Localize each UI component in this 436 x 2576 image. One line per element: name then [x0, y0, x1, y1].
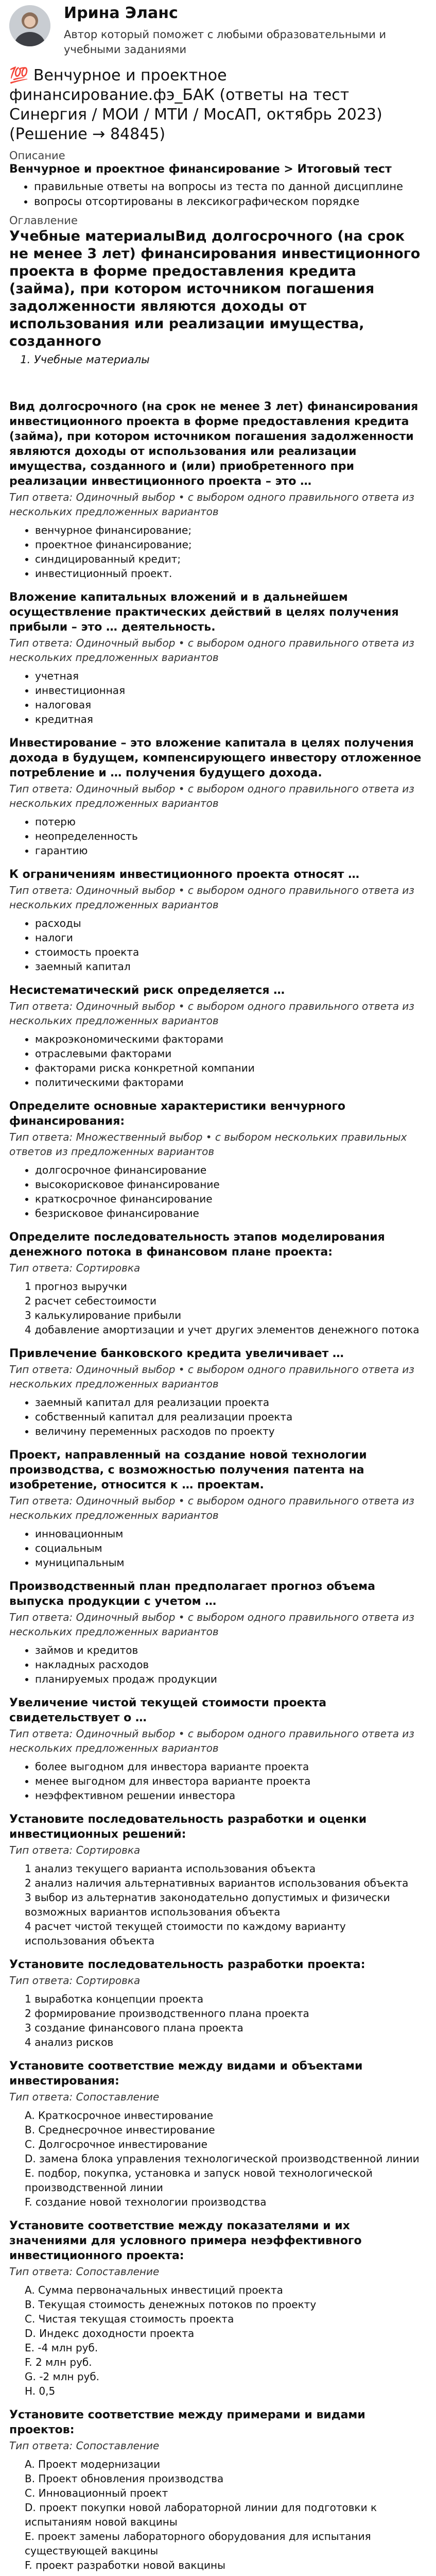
- question-block: [9, 1346, 425, 1438]
- answer-type: Тип ответа: Сортировка: [9, 1262, 141, 1274]
- answer-options: [9, 523, 425, 581]
- question-block: [9, 736, 425, 858]
- author-info: [64, 3, 425, 57]
- document-title: 💯 Венчурное и проектное финансирование.фэ_БАК (ответы на тест Синергия / МОИ / МТИ / МосАП, октябрь 2023) (Решение → 84845): [9, 66, 382, 143]
- answer-option: 2 формирование производственного плана проекта: [25, 2007, 309, 2020]
- answer-option: 3 выбор из альтернатив законодательно допустимых и физически возможных вариантов использования объекта: [25, 1891, 390, 1918]
- answer-option: D. замена блока управления технологической производственной линии: [25, 2153, 420, 2165]
- answer-options: [9, 2457, 425, 2572]
- answer-option: H. 0,5: [25, 2385, 56, 2397]
- question-title: Определите последовательность этапов моделирования денежного потока в финансовом плане проекта:: [9, 1231, 385, 1259]
- answer-option: E. проект замены лабораторного оборудования для испытания существующей вакцины: [25, 2530, 371, 2557]
- author-header: [9, 3, 425, 64]
- question-block: [9, 1099, 425, 1221]
- answer-type: Тип ответа: Сопоставление: [9, 2439, 160, 2452]
- question-title: Определите основные характеристики венчурного финансирования:: [9, 1100, 345, 1128]
- answer-option: F. 2 млн руб.: [25, 2356, 92, 2368]
- question-title: Вид долгосрочного (на срок не менее 3 лет) финансирования инвестиционного проекта в форме предоставления кредита (займа), при котором источником погашения задолженности являются доходы от использования или реализации имущества, созданного и (или) приобретенного при реализации инвестиционного проекта – это …: [9, 400, 418, 488]
- question-title: Проект, направленный на создание новой технологии производства, с возможностью получения патента на изобретение, относится к … проектам.: [9, 1449, 367, 1492]
- description-item: • вопросы отсортированы в лексикографическом порядке: [34, 194, 425, 209]
- answer-options: [9, 815, 425, 858]
- answer-option: • неопределенность: [35, 829, 425, 843]
- question-block: [9, 2408, 425, 2572]
- answer-option: • венчурное финансирование;: [35, 523, 425, 537]
- question-block: [9, 2059, 425, 2209]
- answer-option: • проектное финансирование;: [35, 537, 425, 552]
- question-block: [9, 1579, 425, 1686]
- answer-type: Тип ответа: Одиночный выбор • с выбором одного правильного ответа из нескольких предложенных вариантов: [9, 1727, 414, 1754]
- answer-option: 1 анализ текущего варианта использования объекта: [25, 1862, 316, 1875]
- answer-option: 4 расчет чистой текущей стоимости по каждому варианту использования объекта: [25, 1920, 346, 1947]
- description-title: Венчурное и проектное финансирование > Итоговый тест: [9, 163, 392, 176]
- answer-option: • факторами риска конкретной компании: [35, 1061, 425, 1075]
- avatar[interactable]: [9, 5, 50, 46]
- answer-options: [9, 2108, 425, 2209]
- question-block: [9, 1696, 425, 1803]
- answer-type: Тип ответа: Сопоставление: [9, 2265, 160, 2278]
- question-block: [9, 1812, 425, 1948]
- answer-type: Тип ответа: Сортировка: [9, 1974, 141, 1987]
- question-block: [9, 1448, 425, 1570]
- answer-option: C. Долгосрочное инвестирование: [25, 2138, 207, 2150]
- answer-option: • собственный капитал для реализации проекта: [35, 1410, 425, 1424]
- answer-option: • менее выгодном для инвестора варианте проекта: [35, 1774, 425, 1788]
- question-title: Установите соответствие между видами и объектами инвестирования:: [9, 2060, 363, 2088]
- answer-option: C. Чистая текущая стоимость проекта: [25, 2313, 234, 2325]
- answer-option: A. Проект модернизации: [25, 2458, 161, 2470]
- answer-option: • инновационным: [35, 1527, 425, 1541]
- answer-type: Тип ответа: Одиночный выбор • с выбором одного правильного ответа из нескольких предложенных вариантов: [9, 1495, 414, 1521]
- question-title: Установите соответствие между примерами и видами проектов:: [9, 2409, 365, 2436]
- answer-option: • стоимость проекта: [35, 945, 425, 959]
- answer-option: 2 анализ наличия альтернативных вариантов использования объекта: [25, 1877, 409, 1889]
- avatar-image: [9, 5, 50, 46]
- question-title: Установите соответствие между показателями и их значениями для условного примера неэффективного инвестиционного проекта:: [9, 2219, 362, 2262]
- question-title: Установите последовательность разработки проекта:: [9, 1958, 365, 1971]
- question-block: [9, 590, 425, 726]
- answer-option: • макроэкономическими факторами: [35, 1032, 425, 1046]
- question-title: Несистематический риск определяется …: [9, 984, 285, 997]
- answer-option: 4 добавление амортизации и учет других элементов денежного потока: [25, 1324, 420, 1336]
- answer-option: • отраслевыми факторами: [35, 1046, 425, 1061]
- answer-option: F. создание новой технологии производства: [25, 2196, 267, 2208]
- answer-option: • расходы: [35, 916, 425, 930]
- contents-list: [9, 352, 425, 367]
- question-title: Увеличение чистой текущей стоимости проекта свидетельствует о …: [9, 1697, 327, 1724]
- answer-option: • краткосрочное финансирование: [35, 1192, 425, 1206]
- answer-option: • долгосрочное финансирование: [35, 1163, 425, 1177]
- answer-option: • неэффективном решении инвестора: [35, 1788, 425, 1803]
- questions-list: [9, 399, 425, 2576]
- answer-option: 4 анализ рисков: [25, 2036, 114, 2048]
- answer-option: • социальным: [35, 1541, 425, 1555]
- answer-option: G. -2 млн руб.: [25, 2370, 100, 2383]
- answer-options: [9, 1163, 425, 1221]
- answer-option: • потерю: [35, 815, 425, 829]
- question-block: [9, 1230, 425, 1337]
- answer-options: [9, 1643, 425, 1686]
- contents-item[interactable]: 1. Учебные материалы: [34, 352, 425, 367]
- answer-option: C. Инновационный проект: [25, 2487, 168, 2499]
- answer-option: • накладных расходов: [35, 1657, 425, 1672]
- answer-options: [9, 1861, 425, 1948]
- answer-option: D. проект покупки новой лабораторной линии для подготовки к испытаниям новой вакцины: [25, 2501, 377, 2528]
- answer-option: B. Среднесрочное инвестирование: [25, 2124, 215, 2136]
- answer-type: Тип ответа: Сортировка: [9, 1844, 141, 1856]
- answer-option: • планируемых продаж продукции: [35, 1672, 425, 1686]
- answer-option: 3 калькулирование прибыли: [25, 1309, 182, 1321]
- answer-option: • синдицированный кредит;: [35, 552, 425, 566]
- answer-option: • безрисковое финансирование: [35, 1206, 425, 1221]
- answer-option: D. Индекс доходности проекта: [25, 2327, 195, 2340]
- answer-options: [9, 2283, 425, 2398]
- answer-option: • гарантию: [35, 843, 425, 858]
- answer-option: 1 выработка концепции проекта: [25, 1993, 204, 2005]
- answer-options: [9, 669, 425, 726]
- answer-option: • высокорисковое финансирование: [35, 1177, 425, 1192]
- question-block: [9, 1957, 425, 2049]
- answer-option: • инвестиционный проект.: [35, 566, 425, 581]
- answer-option: • муниципальным: [35, 1555, 425, 1570]
- answer-options: [9, 1395, 425, 1438]
- answer-option: • величину переменных расходов по проекту: [35, 1424, 425, 1438]
- description-item: • правильные ответы на вопросы из теста по данной дисциплине: [34, 179, 425, 194]
- question-block: [9, 867, 425, 974]
- answer-option: 2 расчет себестоимости: [25, 1295, 156, 1307]
- answer-option: • займов и кредитов: [35, 1643, 425, 1657]
- answer-option: • налоговая: [35, 698, 425, 712]
- answer-type: Тип ответа: Одиночный выбор • с выбором одного правильного ответа из нескольких предложенных вариантов: [9, 1611, 414, 1638]
- answer-type: Тип ответа: Множественный выбор • с выбором нескольких правильных ответов из предложенных вариантов: [9, 1131, 407, 1158]
- answer-option: 1 прогноз выручки: [25, 1280, 127, 1293]
- answer-option: F. проект разработки новой вакцины: [25, 2559, 225, 2571]
- answer-options: [9, 1279, 425, 1337]
- answer-option: • более выгодном для инвестора варианте проекта: [35, 1759, 425, 1774]
- answer-type: Тип ответа: Одиночный выбор • с выбором одного правильного ответа из нескольких предложенных вариантов: [9, 1000, 414, 1027]
- answer-options: [9, 1032, 425, 1090]
- answer-type: Тип ответа: Сопоставление: [9, 2091, 160, 2103]
- question-block: [9, 2218, 425, 2398]
- answer-options: [9, 1759, 425, 1803]
- description-label: Описание: [9, 149, 65, 162]
- answer-option: 3 создание финансового плана проекта: [25, 2022, 243, 2034]
- answer-option: • инвестиционная: [35, 683, 425, 698]
- question-title: Вложение капитальных вложений и в дальнейшем осуществление практических действий в целях получения прибыли – это … деятельность.: [9, 591, 399, 634]
- answer-options: [9, 916, 425, 974]
- answer-option: E. подбор, покупка, установка и запуск новой технологической производственной линии: [25, 2167, 373, 2194]
- contents-label: Оглавление: [9, 214, 78, 227]
- question-title: К ограничениям инвестиционного проекта относят …: [9, 868, 360, 881]
- answer-type: Тип ответа: Одиночный выбор • с выбором одного правильного ответа из нескольких предложенных вариантов: [9, 884, 414, 911]
- question-block: [9, 399, 425, 581]
- answer-type: Тип ответа: Одиночный выбор • с выбором одного правильного ответа из нескольких предложенных вариантов: [9, 491, 414, 518]
- answer-type: Тип ответа: Одиночный выбор • с выбором одного правильного ответа из нескольких предложенных вариантов: [9, 637, 414, 664]
- answer-options: [9, 1992, 425, 2049]
- question-title: Привлечение банковского кредита увеличивает …: [9, 1347, 344, 1360]
- answer-option: • учетная: [35, 669, 425, 683]
- answer-option: B. Текущая стоимость денежных потоков по проекту: [25, 2298, 317, 2311]
- question-block: [9, 983, 425, 1090]
- author-name[interactable]: Ирина Эланс: [64, 4, 178, 22]
- answer-option: B. Проект обновления производства: [25, 2472, 224, 2485]
- question-title: Производственный план предполагает прогноз объема выпуска продукции с учетом …: [9, 1580, 375, 1608]
- question-title: Инвестирование – это вложение капитала в целях получения дохода в будущем, компенсирующего инвестору отложенное потребление и … получения будущего дохода.: [9, 737, 422, 779]
- answer-option: • кредитная: [35, 712, 425, 726]
- answer-option: A. Сумма первоначальных инвестиций проекта: [25, 2284, 283, 2296]
- answer-type: Тип ответа: Одиночный выбор • с выбором одного правильного ответа из нескольких предложенных вариантов: [9, 1363, 414, 1390]
- answer-type: Тип ответа: Одиночный выбор • с выбором одного правильного ответа из нескольких предложенных вариантов: [9, 783, 414, 809]
- contents-title: Учебные материалыВид долгосрочного (на срок не менее 3 лет) финансирования инвестиционного проекта в форме предоставления кредита (займа), при котором источником погашения задолженности являются доходы от использования или реализации имущества, созданного: [9, 228, 421, 349]
- question-title: Установите последовательность разработки и оценки инвестиционных решений:: [9, 1813, 367, 1841]
- answer-option: • заемный капитал: [35, 959, 425, 974]
- description-list: [9, 179, 425, 209]
- author-description: Автор который поможет с любыми образовательными и учебными заданиями: [64, 28, 387, 56]
- answer-option: • политическими факторами: [35, 1075, 425, 1090]
- answer-option: A. Краткосрочное инвестирование: [25, 2109, 214, 2122]
- answer-option: E. -4 млн руб.: [25, 2342, 98, 2354]
- answer-option: • налоги: [35, 930, 425, 945]
- answer-options: [9, 1527, 425, 1570]
- answer-option: • заемный капитал для реализации проекта: [35, 1395, 425, 1410]
